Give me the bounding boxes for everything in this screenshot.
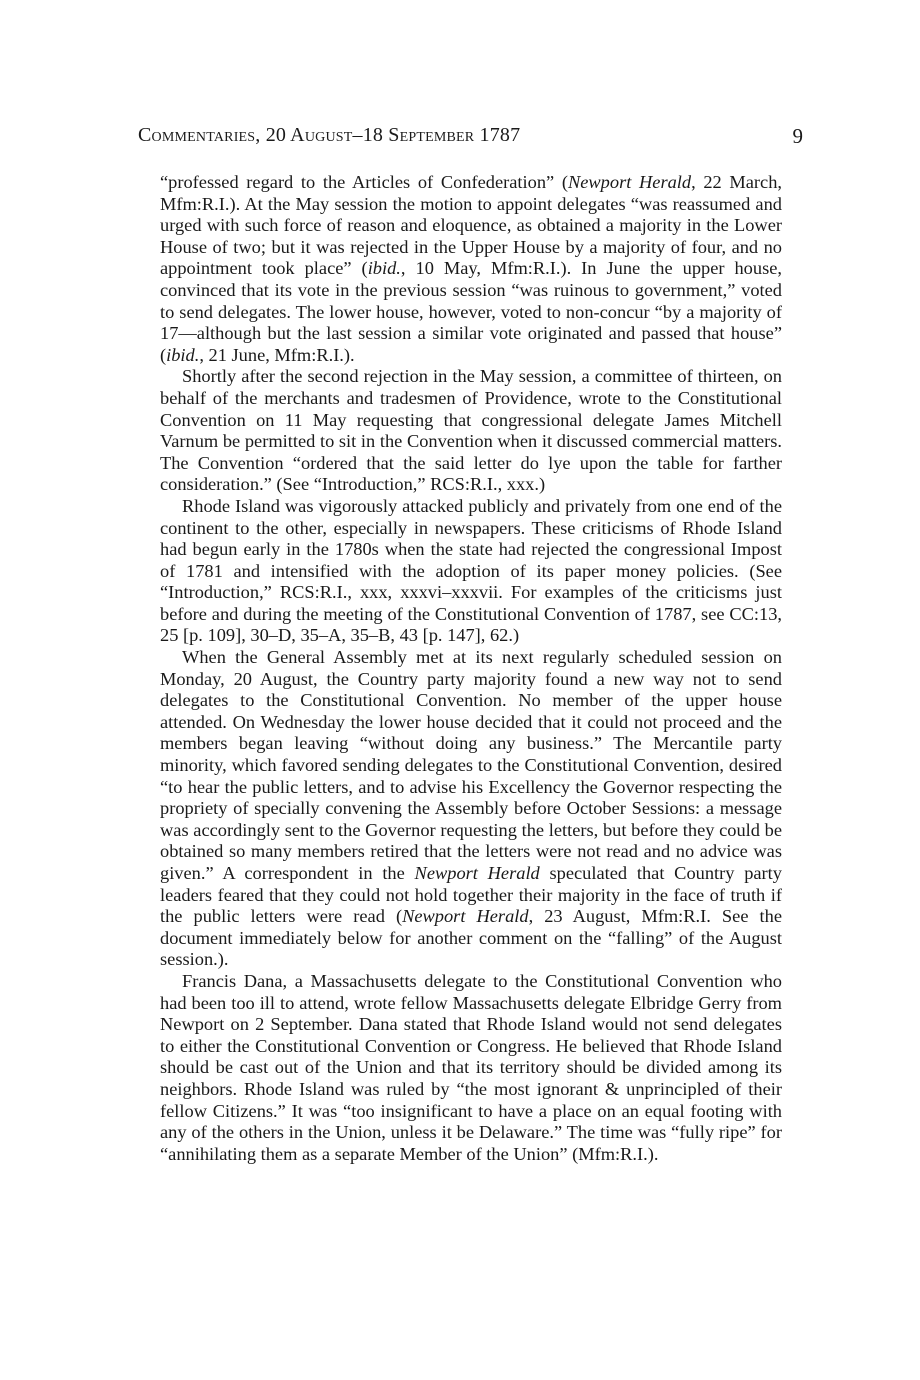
italic-citation: ibid.: [166, 344, 200, 365]
running-title: Commentaries, 20 August–18 September 1787: [138, 124, 521, 146]
italic-citation: Newport Herald: [414, 863, 540, 883]
text-run: , 10 May, Mfm:R.I.). In June the upper house, convinced that its vote in the previous session “was ruinous to government,” voted to send delegates. The lower house, however, voted to non-concur “by a majority of 17—although but the last session a similar vote originated and passed that house” (: [160, 258, 782, 365]
italic-citation: Newport Herald: [402, 906, 529, 927]
running-head: [138, 124, 803, 150]
italic-citation: ibid.: [367, 258, 401, 279]
italic-citation: Newport Herald: [567, 172, 692, 192]
text-run: When the General Assembly met at its next regularly scheduled session on Monday, 20 August, the Country party majority found a new way not to send delegates to the Constitutional Convention. No member of the upper house attended. On Wednesday the lower house decided that it could not proceed and the members began leaving “without doing any business.” The Mercantile party minority, which favored sending delegates to the Constitutional Convention, desired “to hear the public letters, and to advise his Excellency the Governor respecting the propriety of specially convening the Assembly before October Sessions: a message was accordingly sent to the Governor requesting the letters, but before they could be obtained so many members retired that the letters were not read and no advice was given.” A correspondent in the: [160, 647, 782, 883]
text-run: Rhode Island was vigorously attacked publicly and privately from one end of the continent to the other, especially in newspapers. These criticisms of Rhode Island had begun early in the 1780s when the state had rejected the congressional Impost of 1781 and intensified with the adoption of its paper money policies. (See “Introduction,” RCS:R.I., xxx, xxxvi–xxxvii. For examples of the criticisms just before and during the meeting of the Constitutional Convention of 1787, see CC:13, 25 [p. 109], 30–D, 35–A, 35–B, 43 [p. 147], 62.): [160, 495, 782, 646]
page-number: 9: [792, 124, 803, 148]
text-run: , 22 March, Mfm:R.I.). At the May session the motion to appoint delegates “was reassumed and urged with such force of reason and eloquence, as obtained a majority in the Lower House of two; but it was rejected in the Upper House by a majority of four, and no appointment took place” (: [160, 172, 783, 279]
paragraph-continuation: [160, 172, 782, 366]
paragraph-committee-letter: [160, 366, 782, 496]
text-run: Shortly after the second rejection in the May session, a committee of thirteen, on behalf of the merchants and tradesmen of Providence, wrote to the Constitutional Convention on 11 May requesting that congressional delegate James Mitchell Varnum be permitted to sit in the Convention when it discussed commercial matters. The Convention “ordered that the said letter do lye upon the table for farther consideration.” (See “Introduction,” RCS:R.I., xxx.): [160, 366, 782, 495]
text-run: Francis Dana, a Massachusetts delegate to the Constitutional Convention who had been too ill to attend, wrote fellow Massachusetts delegate Elbridge Gerry from Newport on 2 September. Dana stated that Rhode Island would not send delegates to either the Constitutional Convention or Congress. He believed that Rhode Island should be cast out of the Union and that its territory should be divided among its neighbors. Rhode Island was ruled by “the most ignorant & unprincipled of their fellow Citizens.” It was “too insignificant to have a place on an equal footing with any of the others in the Union, unless it be Delaware.” The time was “fully ripe” for “annihilating them as a separate Member of the Union” (Mfm:R.I.).: [160, 970, 782, 1164]
body-text: [160, 172, 782, 1165]
text-run: , 21 June, Mfm:R.I.).: [199, 344, 355, 365]
paragraph-criticisms: [160, 496, 782, 647]
paragraph-general-assembly: [160, 647, 782, 971]
text-run: “professed regard to the Articles of Confederation” (: [160, 172, 568, 192]
paragraph-francis-dana: [160, 971, 782, 1165]
text-run: speculated that Country party leaders feared that they could not hold together their majority in the face of truth if the public letters were read (: [160, 863, 782, 927]
text-run: , 23 August, Mfm:R.I. See the document immediately below for another comment on the “falling” of the August session.).: [160, 906, 782, 970]
